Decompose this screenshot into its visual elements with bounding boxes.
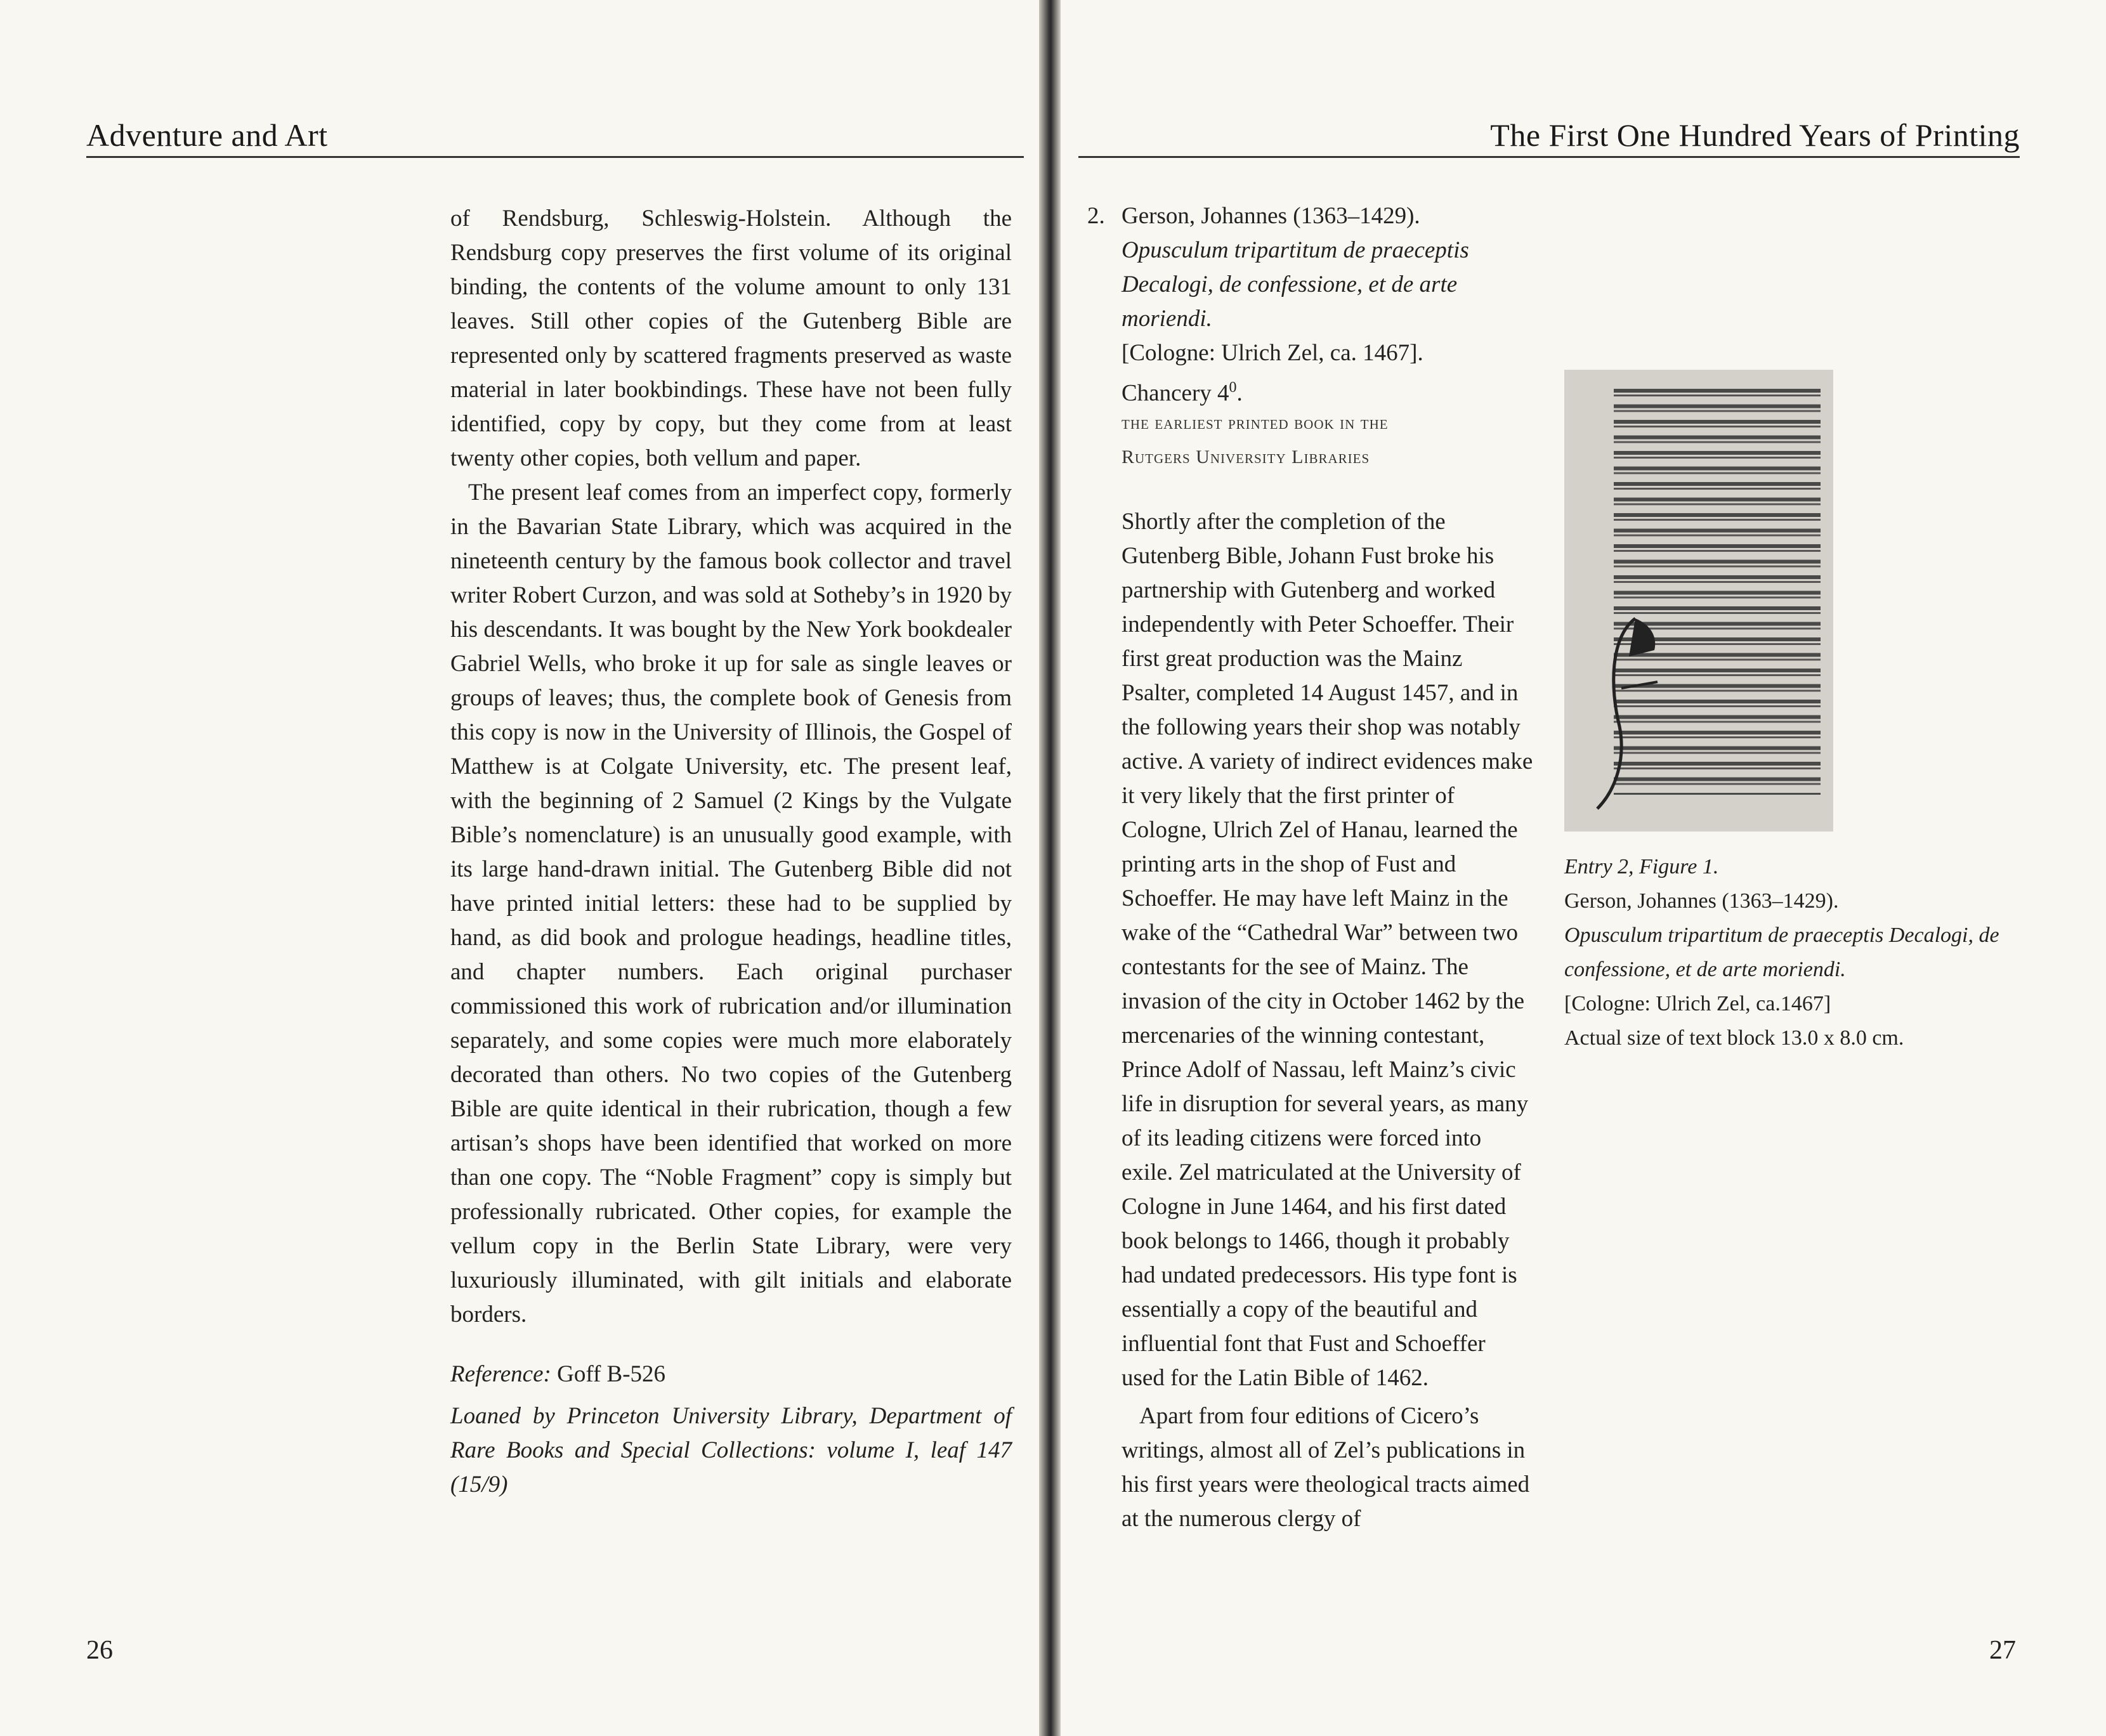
caption-author: Gerson, Johannes (1363–1429). <box>1564 889 1839 913</box>
reference-value: Goff B-526 <box>557 1361 666 1387</box>
left-body-text <box>450 202 1012 1502</box>
caption-size-note: Actual size of text block 13.0 x 8.0 cm. <box>1564 1026 1904 1050</box>
section-heading-line-1: the earliest printed book in the <box>1122 412 1389 433</box>
figure-caption <box>1564 850 2008 1055</box>
entry-imprint: [Cologne: Ulrich Zel, ca. 1467]. Chancery 4 <box>1122 340 1423 407</box>
right-folio: 27 <box>1989 1636 2016 1665</box>
right-running-head: The First One Hundred Years of Printing <box>1490 117 2020 153</box>
left-head-rule <box>86 156 1024 158</box>
left-running-head: Adventure and Art <box>86 117 328 153</box>
caption-imprint: [Cologne: Ulrich Zel, ca.1467] <box>1564 992 1831 1015</box>
entry-author: Gerson, Johannes (1363–1429). <box>1122 203 1420 229</box>
catalog-entry <box>1087 199 1493 410</box>
right-paragraph-2: Apart from four editions of Cicero’s writings, almost all of Zel’s publications in his first years were theological tracts aimed at the numerous clergy of <box>1122 1403 1530 1532</box>
section-heading <box>1122 406 1515 474</box>
book-gutter <box>1039 0 1061 1736</box>
reference-note <box>450 1357 1012 1502</box>
left-paragraph-2: The present leaf comes from an imperfect copy, formerly in the Bavarian State Library, which was acquired in the nineteenth century by the famous book collector and travel writer Robert Curzon, and was sold at Sotheby’s in 1920 by his descendants. It was bought by the New York bookdealer Gabriel Wells, who broke it up for sale as single leaves or groups of leaves; thus, the complete book of Genesis from this copy is now in the University of Illinois, the Gospel of Matthew is at Colgate University, etc. The present leaf, with the beginning of 2 Samuel (2 Kings by the Vulgate Bible’s nomenclature) is an unusually good example, with its large hand-drawn initial. The Gutenberg Bible did not have printed initial letters: these had to be supplied by hand, as did book and prologue headings, headline titles, and chapter numbers. Each original purchaser commissioned this work of rubrication and/or illumination separately, and some copies were much more elaborately decorated than others. No two copies of the Gutenberg Bible are quite identical in their rubrication, though a few artisan’s shops have been identified that worked on more than one copy. The “Noble Fragment” copy is simply but professionally rubricated. Other copies, for example the vellum copy in the Berlin State Library, were very luxuriously illuminated, with gilt initials and elaborate borders. <box>450 480 1012 1328</box>
section-heading-line-2: Rutgers University Libraries <box>1122 447 1370 467</box>
left-page <box>0 0 1039 1736</box>
right-paragraph-1: Shortly after the completion of the Gutenberg Bible, Johann Fust broke his partnership with Gutenberg and worked independently with Peter Schoeffer. Their first great production was the Mainz Psalter, completed 14 August 1457, and in the following years their shop was notably active. A variety of indirect evidences make it very likely that the first printer of Cologne, Ulrich Zel of Hanau, learned the printing arts in the shop of Fust and Schoeffer. He may have left Mainz in the wake of the “Cathedral War” between two contestants for the see of Mainz. The invasion of the city in October 1462 by the mercenaries of the winning contestant, Prince Adolf of Nassau, left Mainz’s civic life in disruption for several years, as many of its leading citizens were forced into exile. Zel matriculated at the University of Cologne in June 1464, and his first dated book belongs to 1466, though it probably had undated predecessors. His type font is essentially a copy of the beautiful and influential font that Fust and Schoeffer used for the Latin Bible of 1462. <box>1122 509 1533 1391</box>
entry-title: Opusculum tripartitum de praeceptis Decalogi, de confessione, et de arte moriendi. <box>1122 237 1469 332</box>
entry-format-sup: 0 <box>1229 379 1237 396</box>
decorated-initial-icon <box>1591 612 1661 815</box>
right-body-text <box>1122 505 1534 1536</box>
left-folio: 26 <box>86 1636 113 1665</box>
loan-note: Loaned by Princeton University Library, Department of Rare Books and Special Collections: volume I, leaf 147 (15/9) <box>450 1403 1012 1498</box>
left-paragraph-1: of Rendsburg, Schleswig-Holstein. Although the Rendsburg copy preserves the first volume of its original binding, the contents of the volume amount to only 131 leaves. Still other copies of the Gutenberg Bible are represented only by scattered fragments preserved as waste material in later bookbindings. These have not been fully identified, copy by copy, but they come from at least twenty other copies, both vellum and paper. <box>450 206 1012 471</box>
caption-title: Opusculum tripartitum de praeceptis Decalogi, de confessione, et de arte moriendi. <box>1564 923 1999 981</box>
entry-number: 2. <box>1087 203 1105 229</box>
caption-label: Entry 2, Figure 1. <box>1564 855 1719 878</box>
entry-imprint-line <box>1122 336 1493 410</box>
incunable-figure <box>1564 370 1833 832</box>
entry-format-end: . <box>1236 380 1243 407</box>
right-head-rule <box>1078 156 2020 158</box>
reference-label: Reference: <box>450 1361 551 1387</box>
